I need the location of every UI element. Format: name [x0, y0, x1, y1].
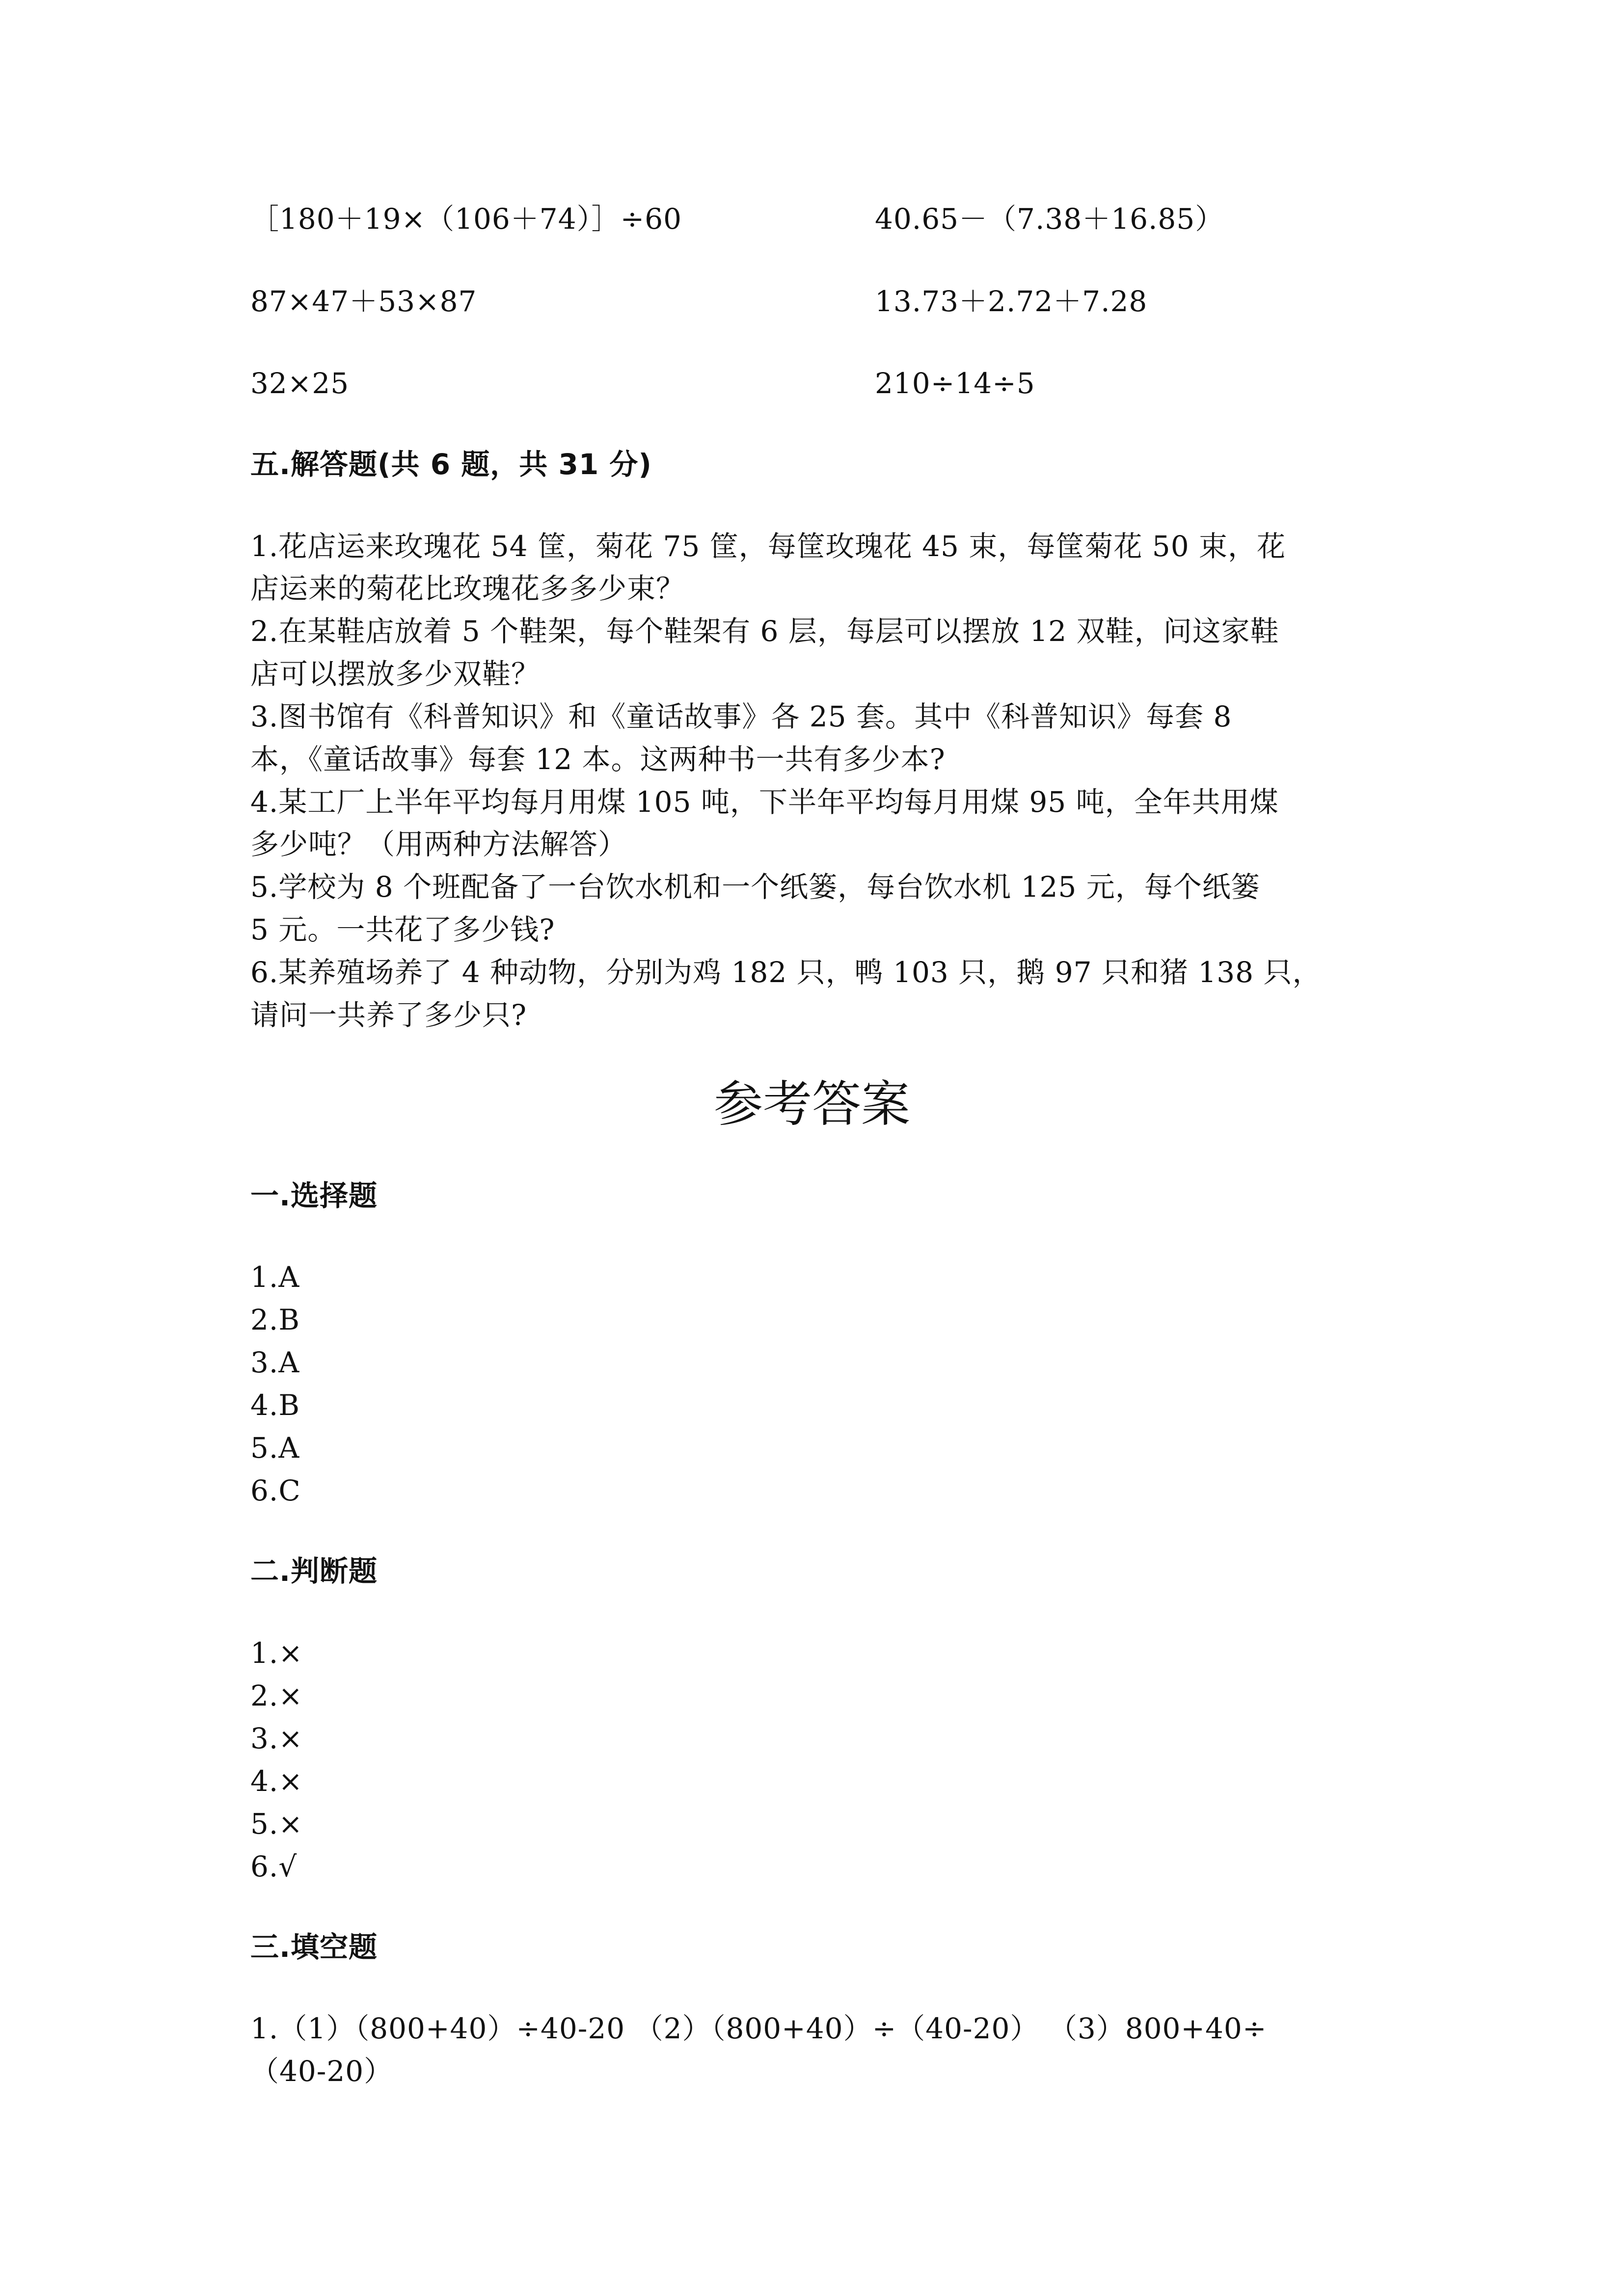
answer-line: （40-20） — [250, 2055, 393, 2088]
answer-item: 1.A — [250, 1260, 300, 1294]
calc-row-2-left: 87×47＋53×87 — [250, 285, 477, 318]
answers-section-2-heading: 二.判断题 — [250, 1554, 378, 1588]
problem-line: 4.某工厂上半年平均每月用煤 105 吨，下半年平均每月用煤 95 吨，全年共用煤 — [250, 785, 1279, 819]
calc-row-2-right: 13.73＋2.72＋7.28 — [875, 285, 1148, 318]
answer-line: 1.（1）（800+40）÷40-20 （2）（800+40）÷（40-20） （3）800+40÷ — [250, 2012, 1267, 2045]
answer-item: 2.B — [250, 1303, 300, 1336]
answer-item: 4.B — [250, 1388, 300, 1422]
problem-line: 6.某养殖场养了 4 种动物，分别为鸡 182 只，鸭 103 只，鹅 97 只和猪 138 只， — [250, 956, 1322, 989]
answer-item: 3.× — [250, 1722, 303, 1755]
problem-line: 2.在某鞋店放着 5 个鞋架，每个鞋架有 6 层，每层可以摆放 12 双鞋，问这家鞋 — [250, 614, 1279, 648]
answer-item: 1.× — [250, 1636, 303, 1670]
problem-line: 本，《童话故事》每套 12 本。这两种书一共有多少本? — [250, 743, 946, 776]
answer-item: 4.× — [250, 1764, 303, 1798]
problem-line: 多少吨？（用两种方法解答） — [250, 828, 627, 861]
answers-section-3-heading: 三.填空题 — [250, 1930, 378, 1964]
answer-item: 2.× — [250, 1679, 303, 1712]
problem-line: 5.学校为 8 个班配备了一台饮水机和一个纸篓，每台饮水机 125 元，每个纸篓 — [250, 870, 1260, 904]
calc-row-3-left: 32×25 — [250, 367, 350, 400]
answers-section-1-heading: 一.选择题 — [250, 1179, 378, 1212]
problem-line: 店运来的菊花比玫瑰花多多少束？ — [250, 572, 685, 605]
answer-item: 5.A — [250, 1431, 300, 1465]
answer-item: 3.A — [250, 1346, 300, 1379]
problem-line: 3.图书馆有《科普知识》和《童话故事》各 25 套。其中《科普知识》每套 8 — [250, 700, 1232, 733]
answer-item: 6.C — [250, 1474, 301, 1507]
calc-row-1-right: 40.65－（7.38＋16.85） — [875, 202, 1224, 236]
problem-line: 请问一共养了多少只? — [250, 998, 527, 1032]
section-5-heading: 五.解答题(共 6 题，共 31 分) — [250, 448, 652, 481]
problem-line: 5 元。一共花了多少钱? — [250, 913, 555, 946]
calc-row-3-right: 210÷14÷5 — [875, 367, 1035, 400]
answer-item: 6.√ — [250, 1850, 298, 1883]
answer-key-title: 参考答案 — [714, 1075, 910, 1133]
answer-item: 5.× — [250, 1807, 303, 1841]
problem-line: 店可以摆放多少双鞋？ — [250, 657, 541, 691]
problem-line: 1.花店运来玫瑰花 54 筐，菊花 75 筐，每筐玫瑰花 45 束，每筐菊花 50 束，花 — [250, 530, 1286, 563]
calc-row-1-left: ［180＋19×（106＋74）］÷60 — [250, 202, 682, 236]
